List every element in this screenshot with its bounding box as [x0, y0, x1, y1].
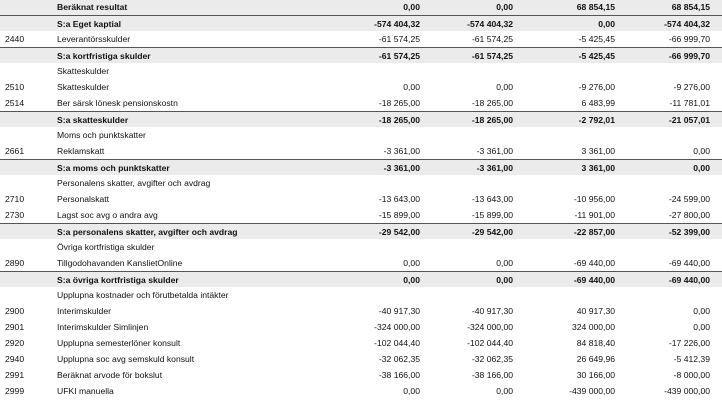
summary-row — [0, 0, 722, 15]
account-name: Skatteskulder — [57, 66, 110, 76]
account-row — [0, 207, 722, 223]
value-col-2: 0,00 — [496, 2, 513, 12]
value-col-4: -69 440,00 — [668, 275, 710, 285]
value-col-3: 40 917,30 — [576, 306, 615, 316]
account-name: S:a Eget kaptial — [57, 19, 121, 29]
account-row — [0, 335, 722, 351]
value-col-2: -574 404,32 — [467, 19, 513, 29]
account-row — [0, 31, 722, 47]
account-name: Interimskulder — [57, 306, 111, 316]
account-name: Personalskatt — [57, 194, 110, 204]
value-col-4: 0,00 — [693, 163, 710, 173]
value-col-2: -102 044,40 — [467, 338, 513, 348]
value-col-3: 26 649,96 — [576, 354, 615, 364]
value-col-1: -102 044,40 — [374, 338, 420, 348]
account-number: 2730 — [5, 210, 25, 220]
account-name: Moms och punktskatter — [57, 130, 146, 140]
account-number: 2661 — [5, 146, 25, 156]
value-col-2: -61 574,25 — [471, 34, 513, 44]
summary-row — [0, 223, 722, 239]
value-col-3: 6 483,99 — [581, 98, 615, 108]
value-col-2: -32 062,35 — [471, 354, 513, 364]
value-col-3: 0,00 — [598, 19, 615, 29]
value-col-1: -3 361,00 — [383, 163, 420, 173]
value-col-4: -24 599,00 — [668, 194, 710, 204]
value-col-2: -40 917,30 — [471, 306, 513, 316]
value-col-3: 3 361,00 — [581, 163, 615, 173]
account-name: S:a kortfristiga skulder — [57, 51, 151, 61]
value-col-1: -38 166,00 — [378, 370, 420, 380]
account-row — [0, 255, 722, 271]
value-col-3: 84 818,40 — [576, 338, 615, 348]
summary-row — [0, 111, 722, 127]
account-number: 2940 — [5, 354, 25, 364]
account-row — [0, 367, 722, 383]
account-number: 2710 — [5, 194, 25, 204]
account-name: Upplupna semesterlöner konsult — [57, 338, 181, 348]
account-number: 2920 — [5, 338, 25, 348]
account-row — [0, 319, 722, 335]
account-name: Leverantörsskulder — [57, 34, 131, 44]
account-row — [0, 383, 722, 399]
value-col-2: -18 265,00 — [471, 115, 513, 125]
value-col-2: -61 574,25 — [471, 51, 513, 61]
value-col-3: -9 276,00 — [578, 82, 615, 92]
value-col-4: -11 781,01 — [669, 98, 710, 108]
value-col-1: 0,00 — [403, 82, 420, 92]
value-col-4: -66 999,70 — [668, 51, 710, 61]
value-col-2: -29 542,00 — [471, 227, 513, 237]
account-row — [0, 303, 722, 319]
group-header-row — [0, 287, 722, 303]
value-col-4: -9 276,00 — [673, 82, 710, 92]
summary-row — [0, 271, 722, 287]
account-name: Ber särsk lönesk pensionskostn — [57, 98, 178, 108]
group-header-row — [0, 239, 722, 255]
account-name: Skatteskulder — [57, 82, 110, 92]
value-col-1: 0,00 — [403, 386, 420, 396]
value-col-3: -5 425,45 — [578, 51, 615, 61]
value-col-1: -32 062,35 — [378, 354, 420, 364]
value-col-2: 0,00 — [496, 386, 513, 396]
value-col-1: 0,00 — [403, 258, 420, 268]
account-name: Personalens skatter, avgifter och avdrag — [57, 178, 211, 188]
account-number: 2900 — [5, 306, 25, 316]
account-name: UFKI manuella — [57, 386, 114, 396]
value-col-2: 0,00 — [496, 82, 513, 92]
value-col-4: -5 412,39 — [673, 354, 710, 364]
value-col-1: -61 574,25 — [378, 51, 420, 61]
summary-row — [0, 159, 722, 175]
account-row — [0, 79, 722, 95]
group-header-row — [0, 127, 722, 143]
value-col-1: -574 404,32 — [374, 19, 420, 29]
account-number: 2514 — [5, 98, 25, 108]
value-col-1: -15 899,00 — [378, 210, 420, 220]
value-col-2: 0,00 — [496, 258, 513, 268]
value-col-4: -52 399,00 — [668, 227, 710, 237]
value-col-4: -66 999,70 — [668, 34, 710, 44]
value-col-4: -69 440,00 — [668, 258, 710, 268]
value-col-2: -15 899,00 — [471, 210, 513, 220]
value-col-2: -13 643,00 — [471, 194, 513, 204]
value-col-4: -27 800,00 — [668, 210, 710, 220]
value-col-2: -18 265,00 — [471, 98, 513, 108]
account-name: Lagst soc avg o andra avg — [57, 210, 158, 220]
value-col-1: -61 574,25 — [378, 34, 420, 44]
value-col-2: -3 361,00 — [476, 146, 513, 156]
value-col-3: -10 956,00 — [573, 194, 615, 204]
value-col-3: 324 000,00 — [571, 322, 615, 332]
value-col-1: 0,00 — [403, 275, 420, 285]
value-col-1: -13 643,00 — [378, 194, 420, 204]
account-name: Upplupna soc avg semskuld konsult — [57, 354, 195, 364]
account-row — [0, 143, 722, 159]
value-col-4: -17 226,00 — [668, 338, 710, 348]
value-col-4: 0,00 — [693, 306, 710, 316]
account-row — [0, 351, 722, 367]
value-col-4: 0,00 — [693, 146, 710, 156]
account-name: Övriga kortfristiga skulder — [57, 242, 155, 252]
account-number: 2890 — [5, 258, 25, 268]
account-name: Beräknat arvode för bokslut — [57, 370, 163, 380]
value-col-1: -3 361,00 — [383, 146, 420, 156]
value-col-2: -324 000,00 — [467, 322, 513, 332]
value-col-4: -439 000,00 — [664, 386, 710, 396]
value-col-3: -439 000,00 — [569, 386, 615, 396]
summary-row — [0, 15, 722, 31]
account-row — [0, 95, 722, 111]
account-name: S:a skatteskulder — [57, 115, 129, 125]
value-col-3: 68 854,15 — [576, 2, 615, 12]
value-col-2: -38 166,00 — [471, 370, 513, 380]
value-col-4: 0,00 — [693, 322, 710, 332]
value-col-1: 0,00 — [403, 2, 420, 12]
account-name: S:a moms och punktskatter — [57, 163, 170, 173]
value-col-4: -574 404,32 — [664, 19, 710, 29]
value-col-3: -5 425,45 — [578, 34, 615, 44]
group-header-row — [0, 63, 722, 79]
value-col-3: -2 792,01 — [578, 115, 615, 125]
value-col-1: -324 000,00 — [374, 322, 420, 332]
value-col-1: -18 265,00 — [378, 115, 420, 125]
account-name: Reklamskatt — [57, 146, 105, 156]
value-col-3: -69 440,00 — [573, 275, 615, 285]
account-number: 2999 — [5, 386, 25, 396]
account-name: Upplupna kostnader och förutbetalda intäkter — [57, 290, 229, 300]
value-col-3: -69 440,00 — [573, 258, 615, 268]
value-col-4: -8 000,00 — [673, 370, 710, 380]
account-name: Beräknat resultat — [57, 2, 128, 12]
account-name: Interimskulder Simlinjen — [57, 322, 149, 332]
value-col-3: 30 166,00 — [576, 370, 615, 380]
value-col-2: -3 361,00 — [476, 163, 513, 173]
account-name: S:a personalens skatter, avgifter och avdrag — [57, 227, 238, 237]
summary-row — [0, 47, 722, 63]
account-row — [0, 191, 722, 207]
value-col-3: -11 901,00 — [574, 210, 615, 220]
value-col-1: -18 265,00 — [378, 98, 420, 108]
account-number: 2510 — [5, 82, 25, 92]
value-col-3: -22 857,00 — [573, 227, 615, 237]
account-name: Tillgodohavanden KanslietOnline — [57, 258, 183, 268]
value-col-3: 3 361,00 — [581, 146, 615, 156]
value-col-4: -21 057,01 — [668, 115, 710, 125]
group-header-row — [0, 175, 722, 191]
value-col-1: -29 542,00 — [378, 227, 420, 237]
value-col-4: 68 854,15 — [671, 2, 710, 12]
value-col-2: 0,00 — [496, 275, 513, 285]
account-name: S:a övriga kortfristiga skulder — [57, 275, 179, 285]
account-number: 2901 — [5, 322, 25, 332]
value-col-1: -40 917,30 — [378, 306, 420, 316]
account-number: 2991 — [5, 370, 25, 380]
account-number: 2440 — [5, 34, 25, 44]
